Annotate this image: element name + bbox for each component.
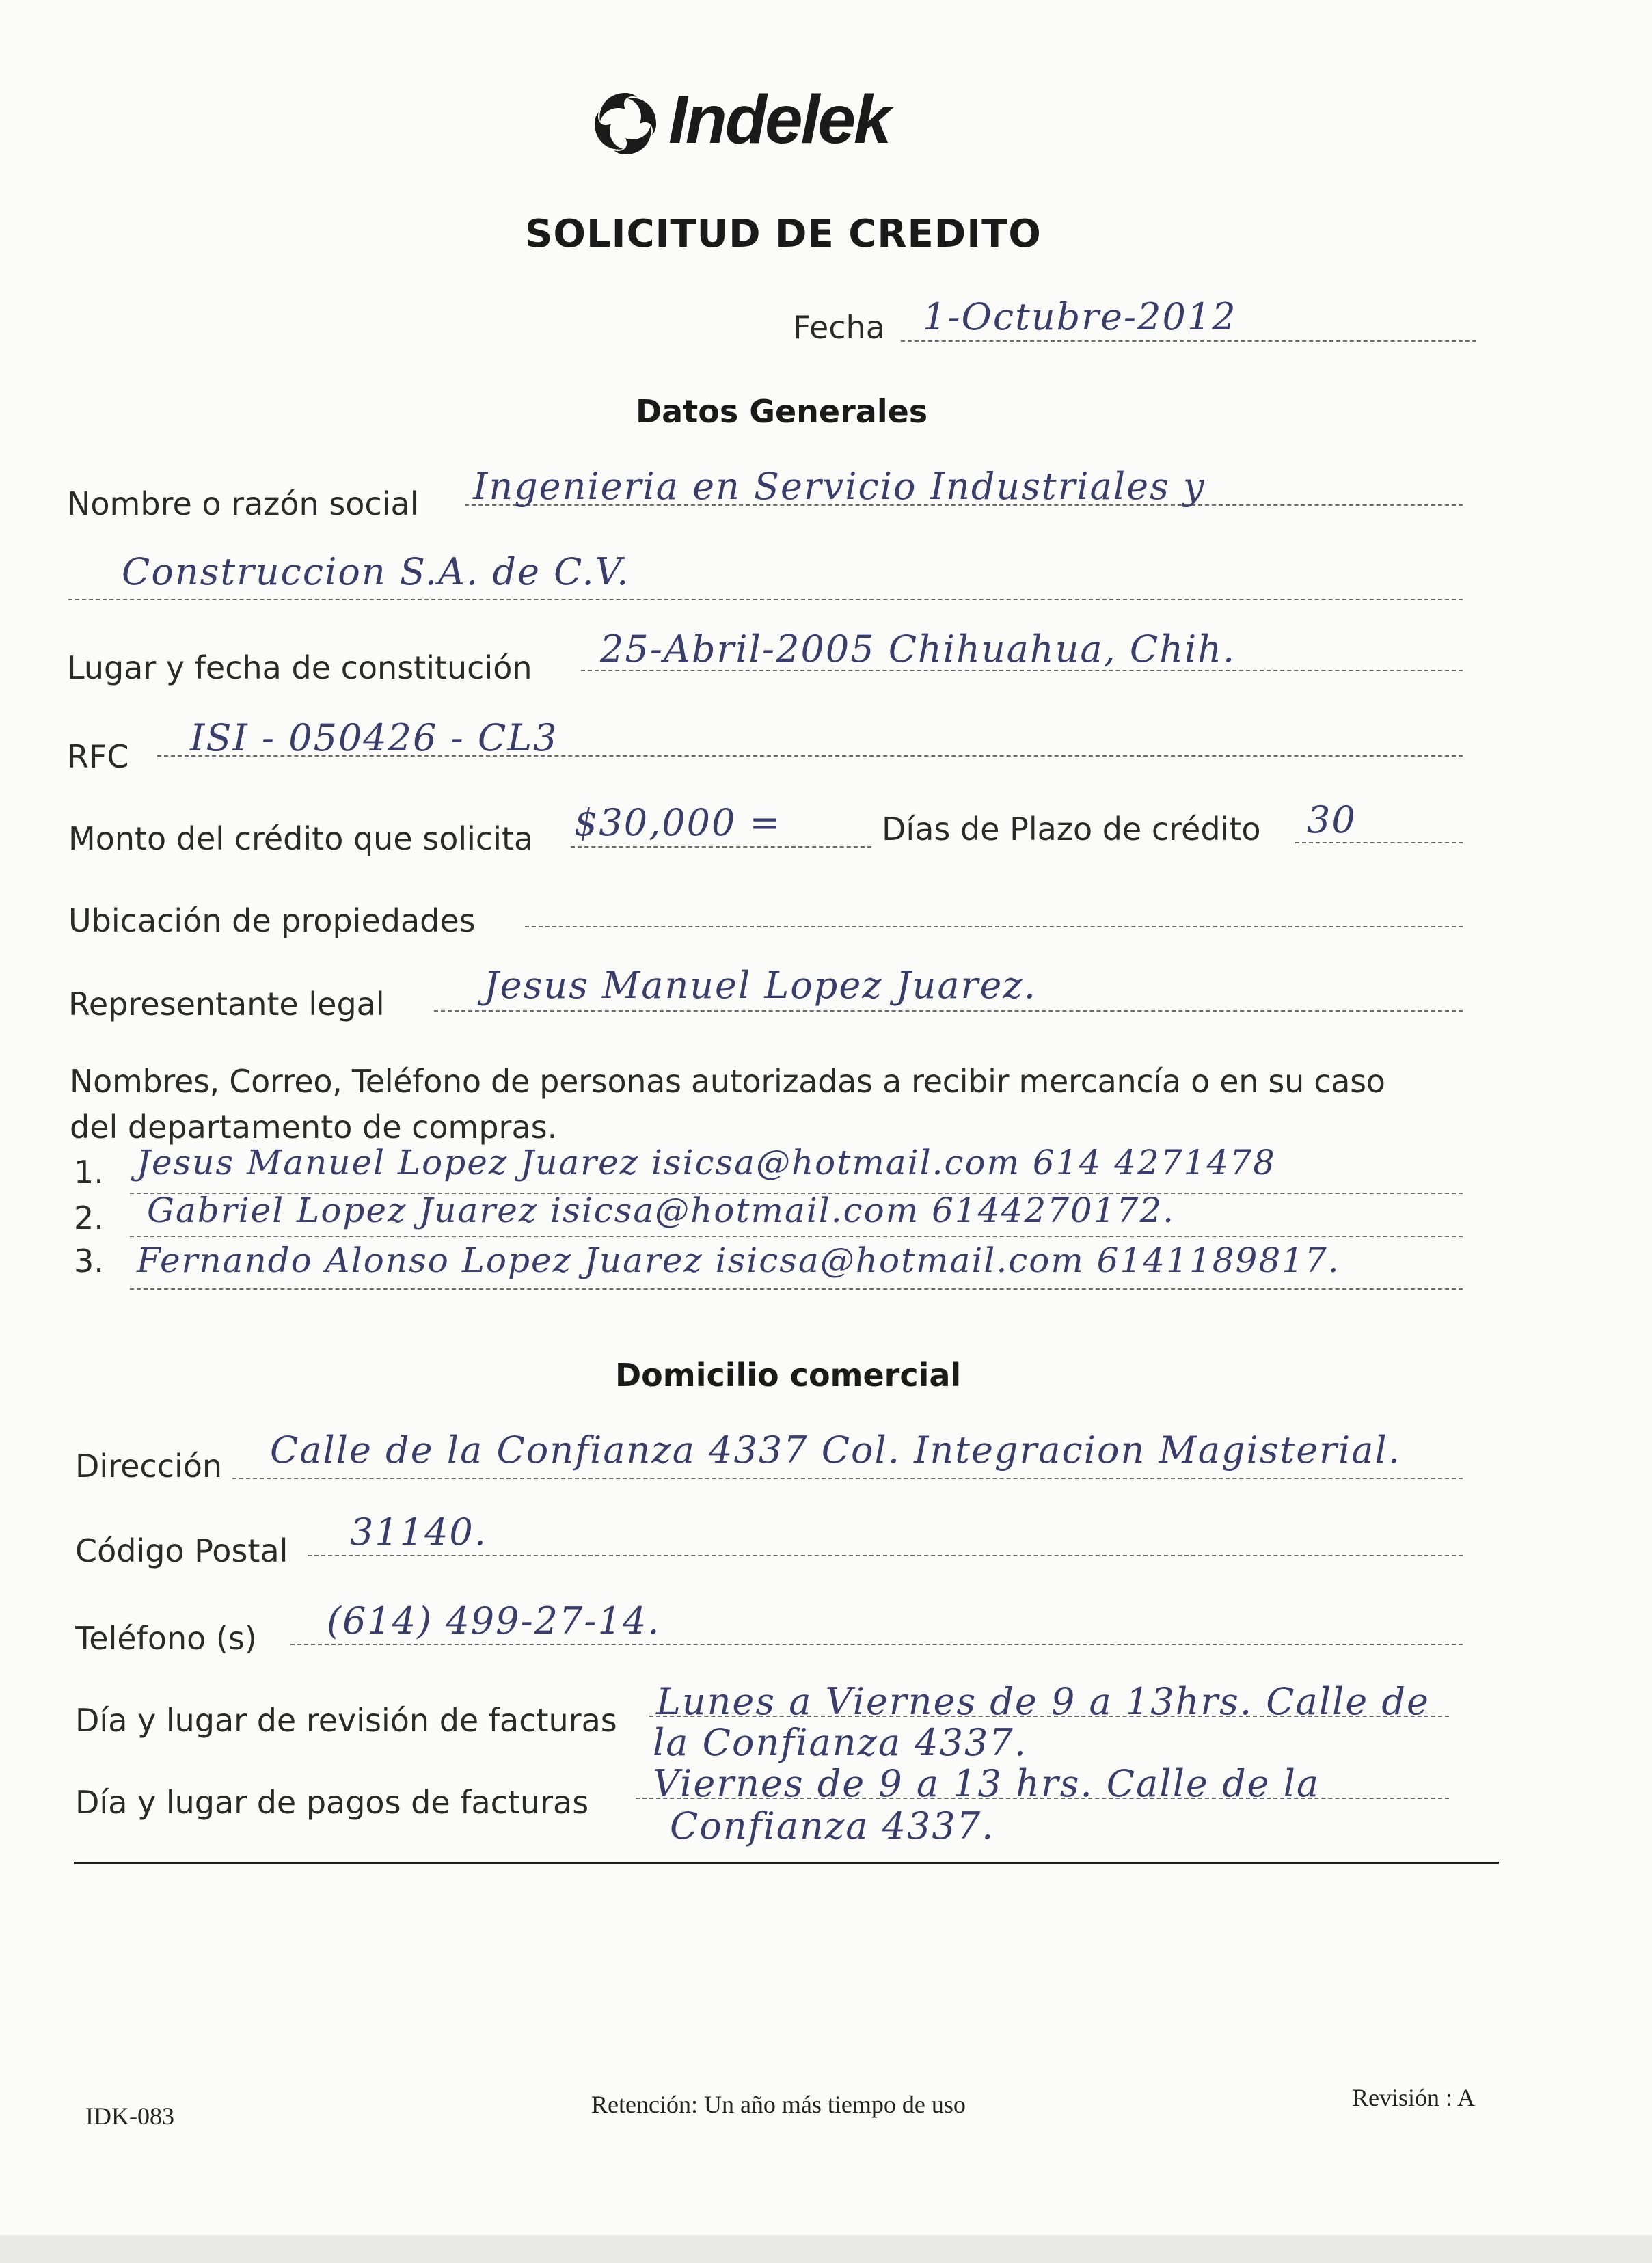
authorized-line-2 — [130, 1236, 1463, 1237]
legal-rep-value: Jesus Manuel Lopez Juarez. — [484, 964, 1037, 1007]
amount-label: Monto del crédito que solicita — [68, 820, 534, 857]
section-end-rule — [74, 1862, 1499, 1864]
address-value: Calle de la Confianza 4337 Col. Integracion Magisterial. — [270, 1428, 1401, 1472]
rfc-value: ISI - 050426 - CL3 — [190, 716, 558, 759]
review-label: Día y lugar de revisión de facturas — [75, 1702, 617, 1739]
footer-revision: Revisión : A — [1352, 2084, 1476, 2111]
constitution-label: Lugar y fecha de constitución — [67, 649, 532, 686]
review-value-line-1: Lunes a Viernes de 9 a 13hrs. Calle de — [656, 1680, 1430, 1723]
section-address-heading: Domicilio comercial — [615, 1357, 962, 1394]
authorized-num-3: 3. — [74, 1243, 104, 1279]
date-value: 1-Octubre-2012 — [923, 295, 1237, 338]
footer-code: IDK-083 — [85, 2102, 174, 2130]
review-value-line-2: la Confianza 4337. — [653, 1721, 1027, 1764]
footer-retention: Retención: Un año más tiempo de uso — [591, 2091, 966, 2118]
indelek-logo-icon — [588, 86, 663, 161]
authorized-num-1: 1. — [74, 1154, 104, 1191]
authorized-value-2: Gabriel Lopez Juarez isicsa@hotmail.com 6144270172. — [147, 1191, 1176, 1230]
zip-label: Código Postal — [75, 1532, 288, 1569]
company-value-line-2: Construccion S.A. de C.V. — [122, 550, 630, 593]
company-line-2 — [68, 599, 1463, 600]
form-title: SOLICITUD DE CREDITO — [525, 212, 1042, 256]
zip-value: 31140. — [350, 1510, 487, 1554]
authorized-line-3 — [130, 1288, 1463, 1290]
payment-label: Día y lugar de pagos de facturas — [75, 1784, 589, 1821]
date-label: Fecha — [793, 309, 885, 346]
amount-value: $30,000 = — [574, 801, 782, 844]
properties-label: Ubicación de propiedades — [68, 902, 476, 939]
authorized-label-line-2: del departamento de compras. — [70, 1109, 558, 1146]
days-label: Días de Plazo de crédito — [882, 811, 1261, 848]
days-line — [1295, 842, 1463, 843]
legal-rep-line — [434, 1010, 1463, 1012]
payment-value-line-1: Viernes de 9 a 13 hrs. Calle de la — [653, 1762, 1321, 1805]
date-line — [901, 340, 1476, 342]
address-label: Dirección — [75, 1448, 223, 1485]
company-label: Nombre o razón social — [67, 485, 419, 522]
zip-line — [308, 1555, 1463, 1556]
authorized-value-1: Jesus Manuel Lopez Juarez isicsa@hotmail.com 614 4271478 — [137, 1143, 1276, 1182]
rfc-label: RFC — [67, 738, 129, 775]
company-value-line-1: Ingenieria en Servicio Industriales y — [473, 465, 1206, 508]
phone-line — [290, 1644, 1463, 1645]
authorized-value-3: Fernando Alonso Lopez Juarez isicsa@hotmail.com 6141189817. — [137, 1241, 1340, 1280]
payment-value-line-2: Confianza 4337. — [670, 1804, 995, 1847]
properties-line — [525, 926, 1463, 927]
section-general-heading: Datos Generales — [636, 393, 928, 430]
days-value: 30 — [1307, 798, 1357, 841]
authorized-label-line-1: Nombres, Correo, Teléfono de personas autorizadas a recibir mercancía o en su caso — [70, 1063, 1385, 1100]
authorized-num-2: 2. — [74, 1200, 104, 1236]
amount-line — [571, 846, 871, 848]
address-line — [232, 1478, 1463, 1479]
logo-wordmark: Indelek — [668, 81, 890, 158]
constitution-value: 25-Abril-2005 Chihuahua, Chih. — [600, 627, 1236, 670]
legal-rep-label: Representante legal — [68, 986, 385, 1022]
phone-label: Teléfono (s) — [75, 1620, 257, 1657]
scan-bottom-edge — [0, 2235, 1652, 2263]
phone-value: (614) 499-27-14. — [327, 1599, 661, 1642]
